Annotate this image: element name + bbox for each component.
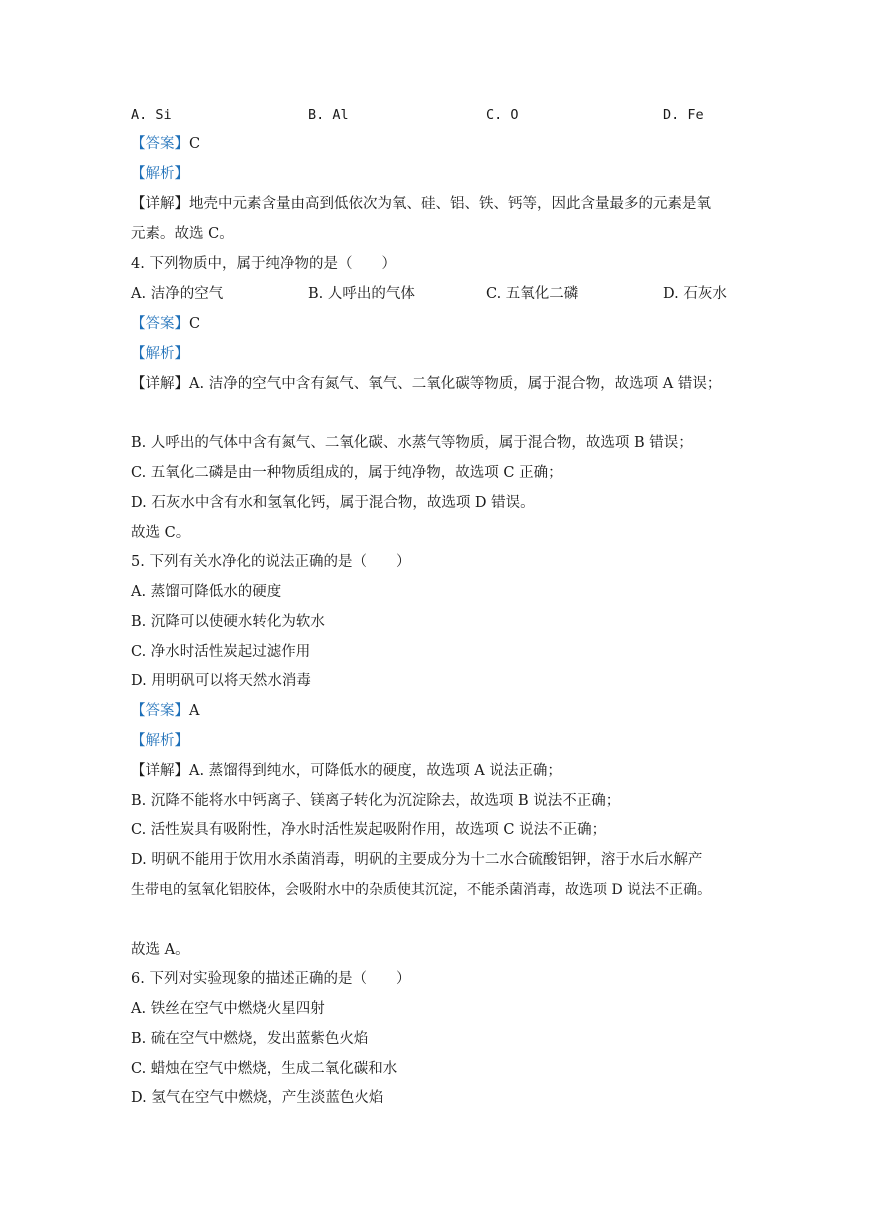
q3-option-c: C. O: [486, 107, 519, 123]
q4-detail-d: D. 石灰水中含有水和氢氧化钙，属于混合物，故选项 D 错误。: [131, 495, 535, 511]
q3-detail-line-1: [131, 194, 711, 214]
q6-option-b: B. 硫在空气中燃烧，发出蓝紫色火焰: [131, 1031, 369, 1047]
q4-question: 4. 下列物质中，属于纯净物的是（ ）: [131, 256, 396, 272]
q4-analysis-tag: 【解析】: [131, 346, 189, 362]
q6-option-d: D. 氢气在空气中燃烧，产生淡蓝色火焰: [131, 1090, 384, 1106]
q5-detail-b: B. 沉降不能将水中钙离子、镁离子转化为沉淀除去，故选项 B 说法不正确；: [131, 793, 621, 809]
q5-detail-a: [131, 761, 562, 781]
q5-detail-c: C. 活性炭具有吸附性，净水时活性炭起吸附作用，故选项 C 说法不正确；: [131, 822, 607, 838]
answer-value: C: [189, 136, 201, 152]
q4-detail-c: C. 五氧化二磷是由一种物质组成的，属于纯净物，故选项 C 正确；: [131, 465, 563, 481]
q5-option-b: B. 沉降可以使硬水转化为软水: [131, 614, 325, 630]
detail-text: A. 洁净的空气中含有氮气、氧气、二氧化碳等物质，属于混合物，故选项 A 错误；: [189, 376, 722, 392]
q6-option-a: A. 铁丝在空气中燃烧火星四射: [131, 1001, 325, 1017]
q5-conclusion: 故选 A。: [131, 942, 190, 958]
q5-analysis-tag: 【解析】: [131, 733, 189, 749]
answer-tag: 【答案】: [131, 316, 189, 332]
q3-option-d: D. Fe: [663, 107, 704, 123]
q5-option-c: C. 净水时活性炭起过滤作用: [131, 644, 311, 660]
q6-option-c: C. 蜡烛在空气中燃烧，生成二氧化碳和水: [131, 1061, 398, 1077]
detail-tag: 【详解】: [131, 376, 189, 392]
detail-tag: 【详解】: [131, 763, 189, 779]
answer-value: C: [189, 316, 201, 332]
q4-option-b: B. 人呼出的气体: [308, 286, 415, 302]
answer-tag: 【答案】: [131, 136, 189, 152]
q4-option-a: A. 洁净的空气: [131, 286, 224, 302]
q3-option-a: A. Si: [131, 107, 172, 123]
q3-analysis-tag: 【解析】: [131, 166, 189, 182]
q5-detail-d-line-1: D. 明矾不能用于饮用水杀菌消毒，明矾的主要成分为十二水合硫酸铝钾，溶于水后水解产: [131, 852, 703, 868]
q4-conclusion: 故选 C。: [131, 525, 191, 541]
q3-detail-line-2: 元素。故选 C。: [131, 226, 234, 242]
q4-answer: [131, 314, 200, 334]
q3-option-b: B. Al: [308, 107, 349, 123]
q4-detail-a: [131, 374, 721, 394]
answer-value: A: [189, 703, 200, 719]
q5-question: 5. 下列有关水净化的说法正确的是（ ）: [131, 554, 411, 570]
q6-question: 6. 下列对实验现象的描述正确的是（ ）: [131, 971, 411, 987]
q5-option-a: A. 蒸馏可降低水的硬度: [131, 584, 282, 600]
q5-option-d: D. 用明矾可以将天然水消毒: [131, 673, 311, 689]
q4-option-c: C. 五氧化二磷: [486, 286, 579, 302]
detail-text: A. 蒸馏得到纯水，可降低水的硬度，故选项 A 说法正确；: [189, 763, 562, 779]
q4-option-d: D. 石灰水: [663, 286, 727, 302]
q5-answer: [131, 701, 199, 721]
q5-detail-d-line-2: 生带电的氢氧化铝胶体，会吸附水中的杂质使其沉淀，不能杀菌消毒，故选项 D 说法不正确。: [131, 882, 712, 898]
q3-answer: [131, 134, 200, 154]
answer-tag: 【答案】: [131, 703, 189, 719]
detail-text: 地壳中元素含量由高到低依次为氧、硅、铝、铁、钙等，因此含量最多的元素是氧: [189, 196, 711, 212]
detail-tag: 【详解】: [131, 196, 189, 212]
q4-detail-b: B. 人呼出的气体中含有氮气、二氧化碳、水蒸气等物质，属于混合物，故选项 B 错误；: [131, 435, 693, 451]
